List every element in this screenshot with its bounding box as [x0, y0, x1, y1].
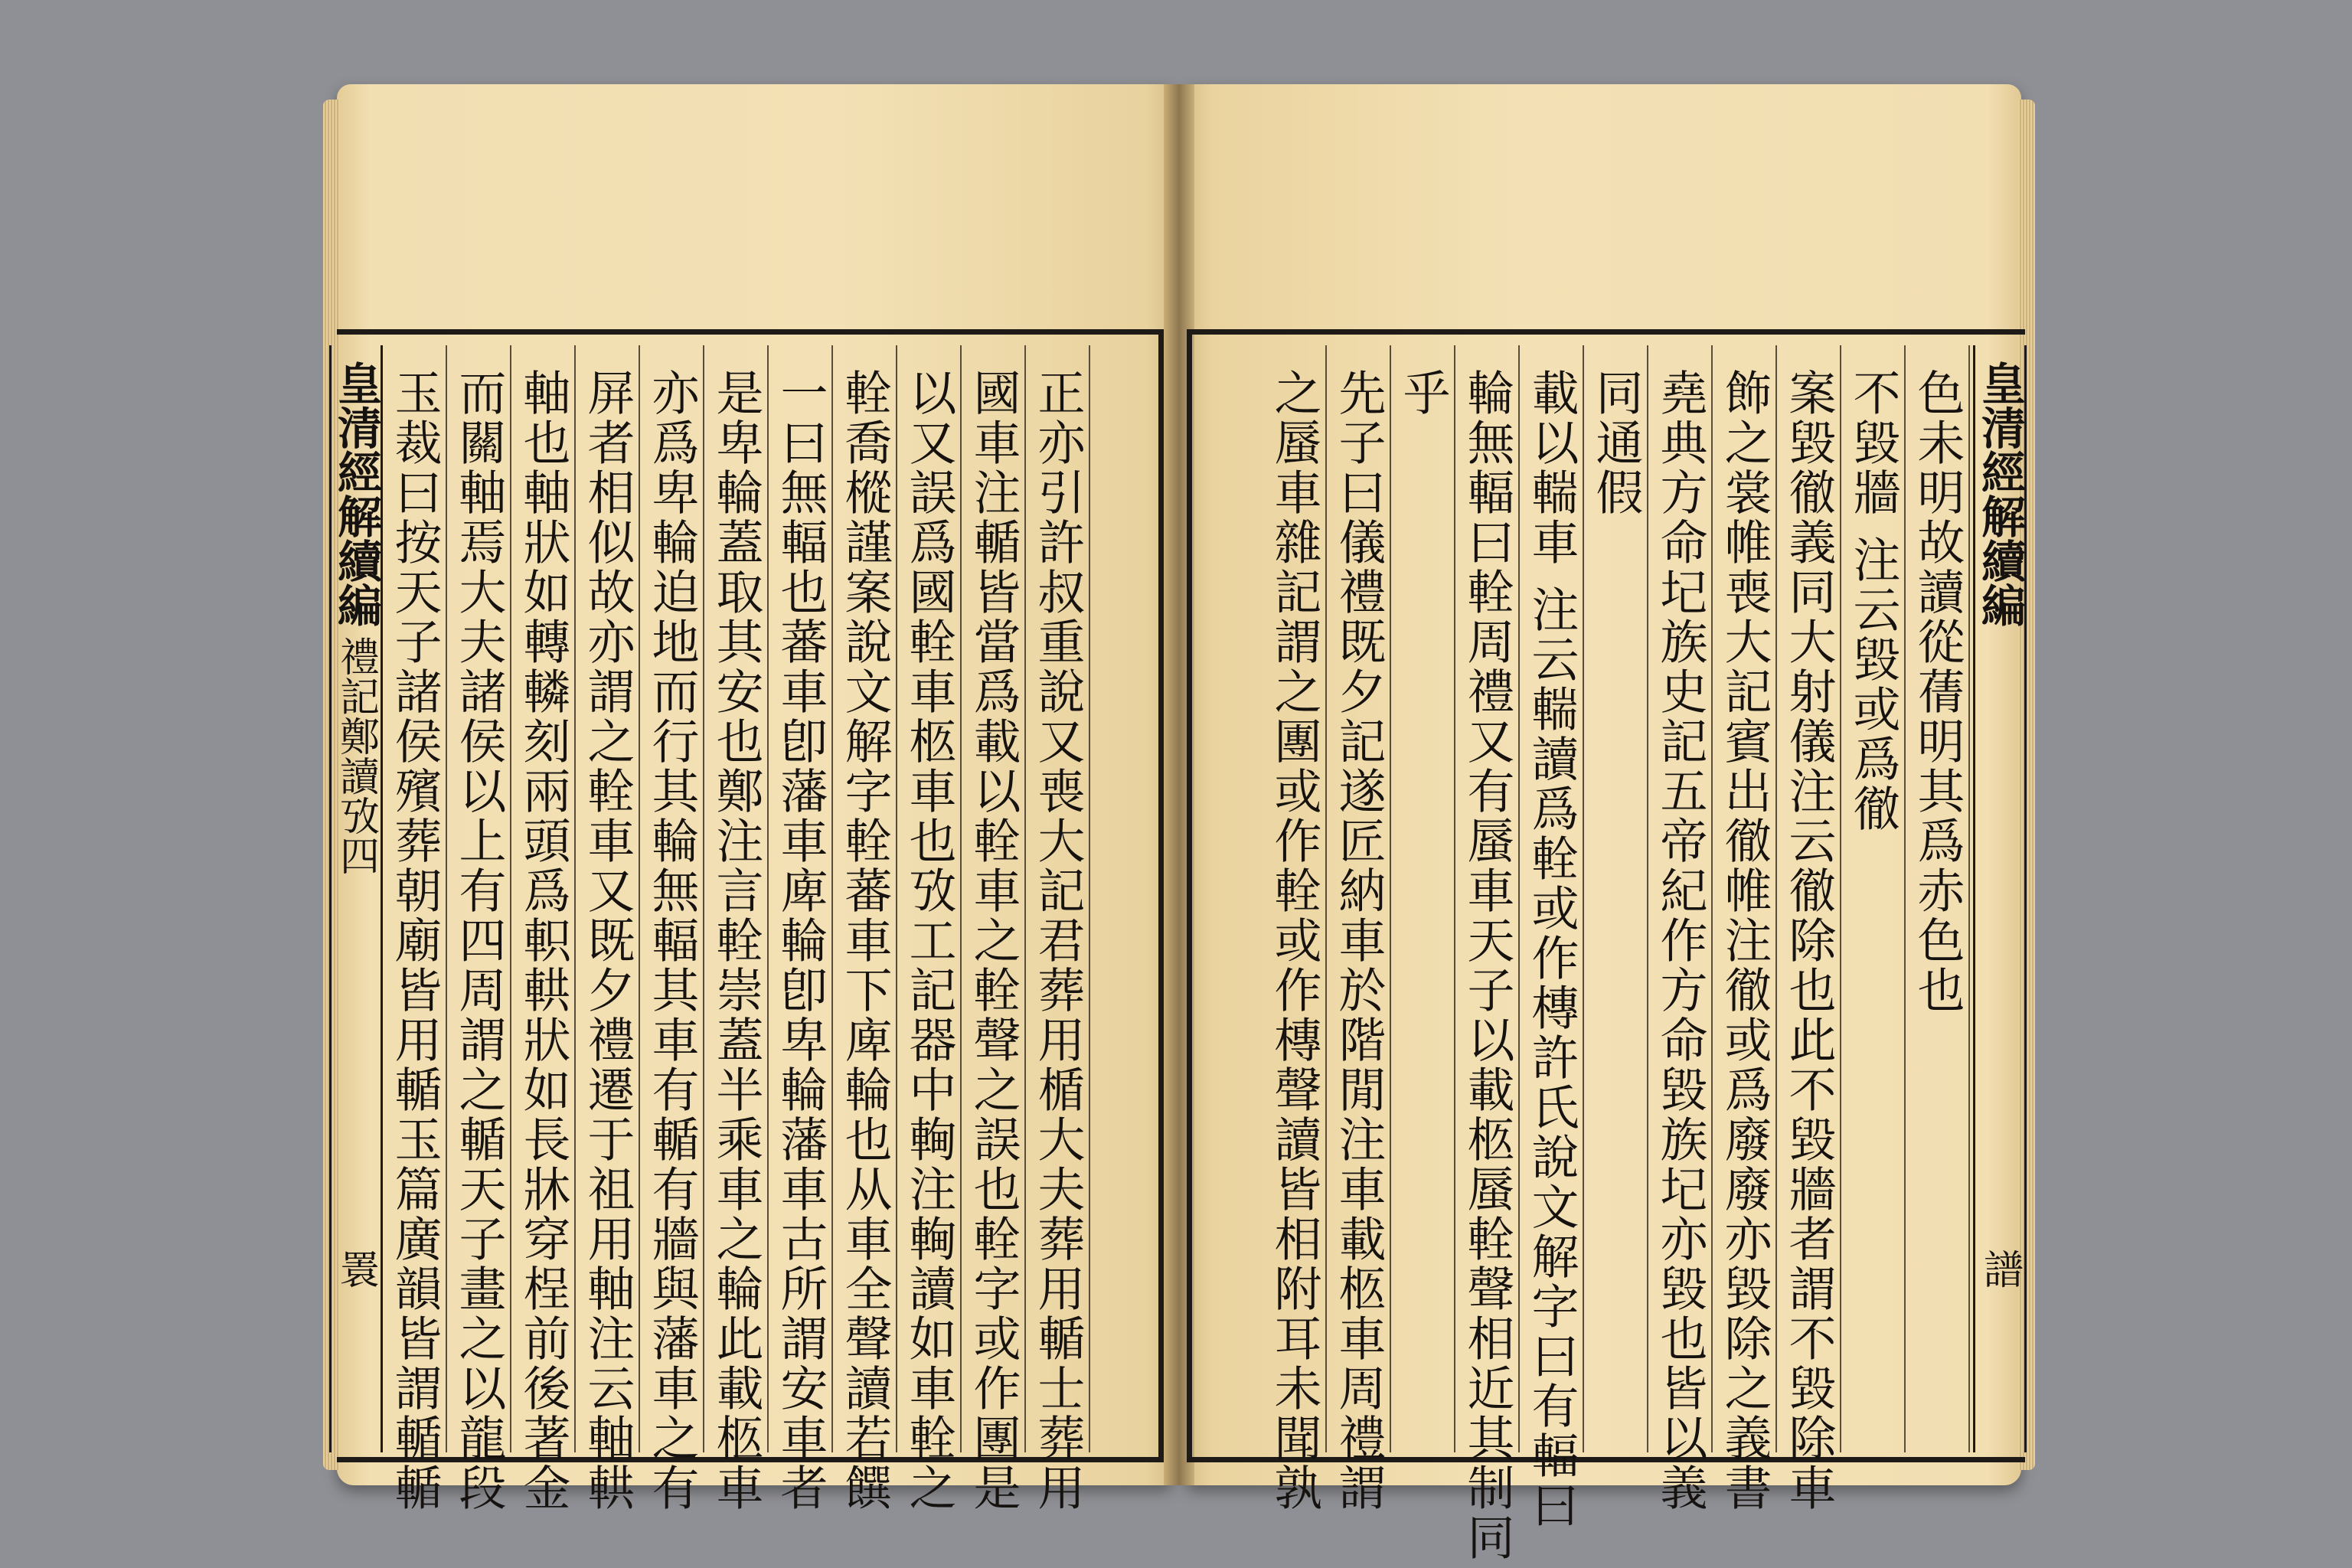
- left-spine-title: 皇清經解續編 禮記鄭讀攷四 瞏: [329, 345, 383, 1452]
- text-column: 以又誤爲國輇車柩車也攷工記器中䡘注䡘讀如車輇之: [897, 345, 962, 1452]
- text-column: 輪無輻曰輇周禮又有蜃車天子以載柩蜃輇聲相近其制同: [1455, 345, 1520, 1452]
- right-text-frame: [1187, 329, 2026, 1563]
- text-column: 案毀徹義同大射儀注云徹除也此不毀牆者謂不毀除車: [1777, 345, 1841, 1452]
- text-column: 堯典方命圮族史記五帝紀作方命毀族圮亦毀也皆以義: [1648, 345, 1713, 1452]
- text-column: 玉裁曰按天子諸侯殯葬朝廟皆用輴玉篇廣韻皆謂輴輴: [383, 345, 447, 1452]
- text-column: 乎: [1391, 345, 1455, 1452]
- text-column: 之蜃車雜記謂之團或作輇或作槫聲讀皆相附耳未聞孰: [1263, 345, 1327, 1452]
- text-column: 一曰無輻也蕃車卽藩車庳輪卽卑輪藩車古所謂安車者: [769, 345, 833, 1452]
- text-column: 飾之裳帷喪大記賓出徹帷注徹或爲廢廢亦毀除之義書: [1713, 345, 1777, 1452]
- text-column: 先子曰儀禮既夕記遂匠納車於階閒注車載柩車周禮謂: [1327, 345, 1391, 1452]
- text-column: 是卑輪蓋取其安也鄭注言輇崇蓋半乘車之輪此載柩車: [704, 345, 769, 1452]
- text-column: 色未明故讀從蒨明其爲赤色也: [1906, 345, 1970, 1452]
- text-column: 同通假: [1584, 345, 1648, 1452]
- text-column: 軸也軸狀如轉轔刻兩頭爲軹輁狀如長牀穿桯前後著金: [511, 345, 576, 1452]
- text-column: 載以輲車 注云輲讀爲輇或作槫許氏說文解字曰有輻曰: [1520, 345, 1584, 1452]
- text-column: 而關軸焉大夫諸侯以上有四周謂之輴天子畫之以龍段: [447, 345, 511, 1452]
- text-column: 屏者相似故亦謂之輇車又既夕禮遷于祖用軸注云軸輁: [576, 345, 640, 1452]
- text-column: 國車注輴皆當爲載以輇車之輇聲之誤也輇字或作團是: [962, 345, 1026, 1452]
- right-spine-title: 皇清經解續編 譜: [1973, 345, 2027, 1452]
- text-column: 正亦引許叔重說又喪大記君葬用楯大夫葬用輴士葬用: [1026, 345, 1090, 1452]
- open-book: [330, 84, 2026, 1563]
- text-column: 亦爲卑輪迫地而行其輪無輻其車有輴有牆與藩車之有: [640, 345, 704, 1452]
- text-column: 輇喬樅謹案說文解字輇蕃車下庳輪也从車全聲讀若饌: [833, 345, 897, 1452]
- left-text-frame: [330, 329, 1164, 1513]
- text-column: 不毀牆 注云毀或爲徹: [1841, 345, 1906, 1452]
